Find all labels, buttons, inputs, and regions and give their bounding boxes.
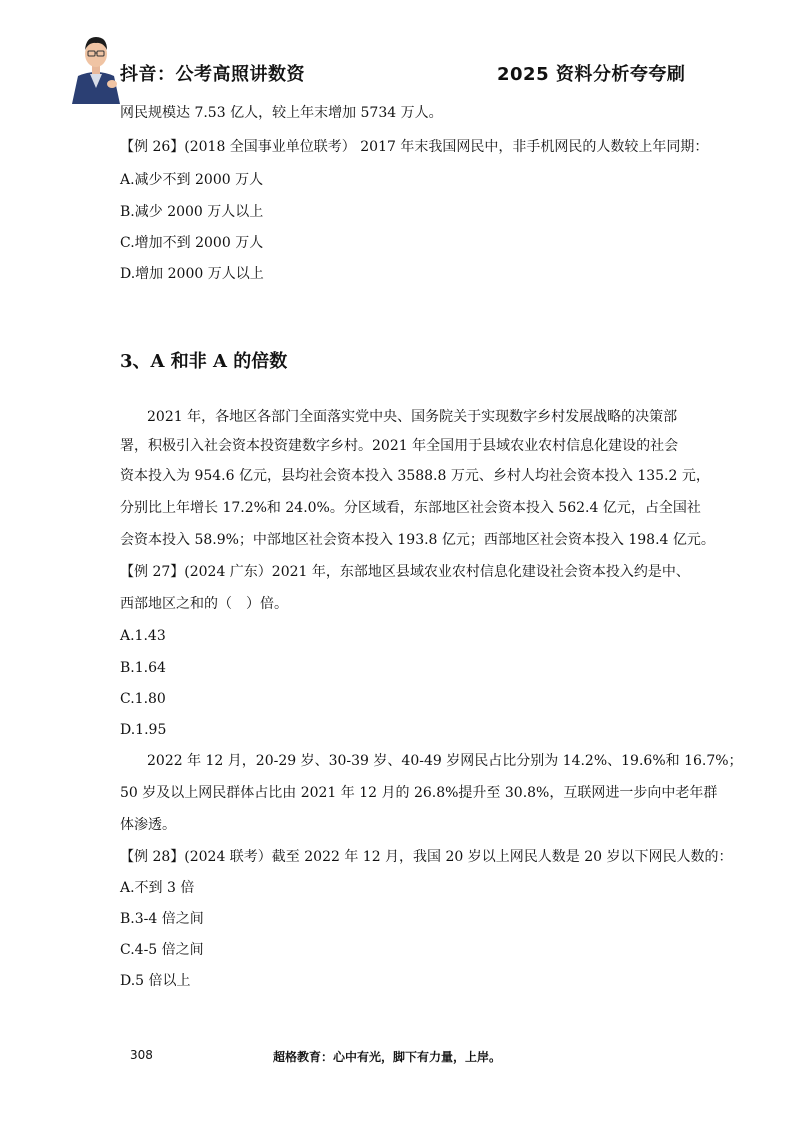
continuation-text: 网民规模达 7.53 亿人，较上年末增加 5734 万人。 [120, 105, 443, 121]
page-header [0, 0, 800, 100]
example-27-option-c: C.1.80 [120, 691, 166, 707]
example-28-question: 【例 28】(2024 联考）截至 2022 年 12 月，我国 20 岁以上网民人数是 20 岁以下网民人数的： [120, 849, 733, 865]
page-number: 308 [130, 1048, 153, 1062]
passage-1-line: 2021 年，各地区各部门全面落实党中央、国务院关于实现数字乡村发展战略的决策部 [147, 409, 678, 425]
example-27-option-b: B.1.64 [120, 660, 166, 676]
example-28-option-b: B.3-4 倍之间 [120, 911, 204, 927]
example-26-option-a: A.减少不到 2000 万人 [120, 172, 264, 188]
passage-1-line: 分别比上年增长 17.2%和 24.0%。分区域看，东部地区社会资本投入 562.4 亿元，占全国社 [120, 500, 701, 516]
author-avatar [68, 28, 124, 104]
example-26-option-c: C.增加不到 2000 万人 [120, 235, 264, 251]
example-28-option-d: D.5 倍以上 [120, 973, 191, 989]
passage-2-line: 50 岁及以上网民群体占比由 2021 年 12 月的 26.8%提升至 30.8%，互联网进一步向中老年群 [120, 785, 718, 801]
passage-1-line: 资本投入为 954.6 亿元，县均社会资本投入 3588.8 万元、乡村人均社会资本投入 135.2 元， [120, 468, 710, 484]
example-26-option-d: D.增加 2000 万人以上 [120, 266, 264, 282]
header-left-title: 抖音：公考高照讲数资 [120, 64, 305, 85]
footer-slogan: 超格教育：心中有光，脚下有力量，上岸。 [273, 1050, 502, 1064]
passage-2-line: 体渗透。 [120, 817, 176, 833]
passage-1-line: 会资本投入 58.9%；中部地区社会资本投入 193.8 亿元；西部地区社会资本投入 198.4 亿元。 [120, 532, 715, 548]
example-26-option-b: B.减少 2000 万人以上 [120, 204, 264, 220]
header-right-title: 2025 资料分析夸夸刷 [497, 64, 686, 85]
passage-2-line: 2022 年 12 月，20-29 岁、30-39 岁、40-49 岁网民占比分别为 14.2%、19.6%和 16.7%； [147, 753, 743, 769]
example-27-option-a: A.1.43 [120, 628, 166, 644]
passage-1-line: 署，积极引入社会资本投资建数字乡村。2021 年全国用于县域农业农村信息化建设的社会 [120, 438, 679, 454]
example-27-question: 【例 27】(2024 广东）2021 年，东部地区县域农业农村信息化建设社会资本投入约是中、 [120, 564, 690, 580]
example-28-option-a: A.不到 3 倍 [120, 880, 195, 896]
example-26-question: 【例 26】(2018 全国事业单位联考） 2017 年末我国网民中，非手机网民的人数较上年同期： [120, 139, 709, 155]
example-27-option-d: D.1.95 [120, 722, 167, 738]
example-27-question: 西部地区之和的（ ）倍。 [120, 596, 288, 612]
example-28-option-c: C.4-5 倍之间 [120, 942, 204, 958]
section-heading: 3、A 和非 A 的倍数 [120, 351, 288, 372]
